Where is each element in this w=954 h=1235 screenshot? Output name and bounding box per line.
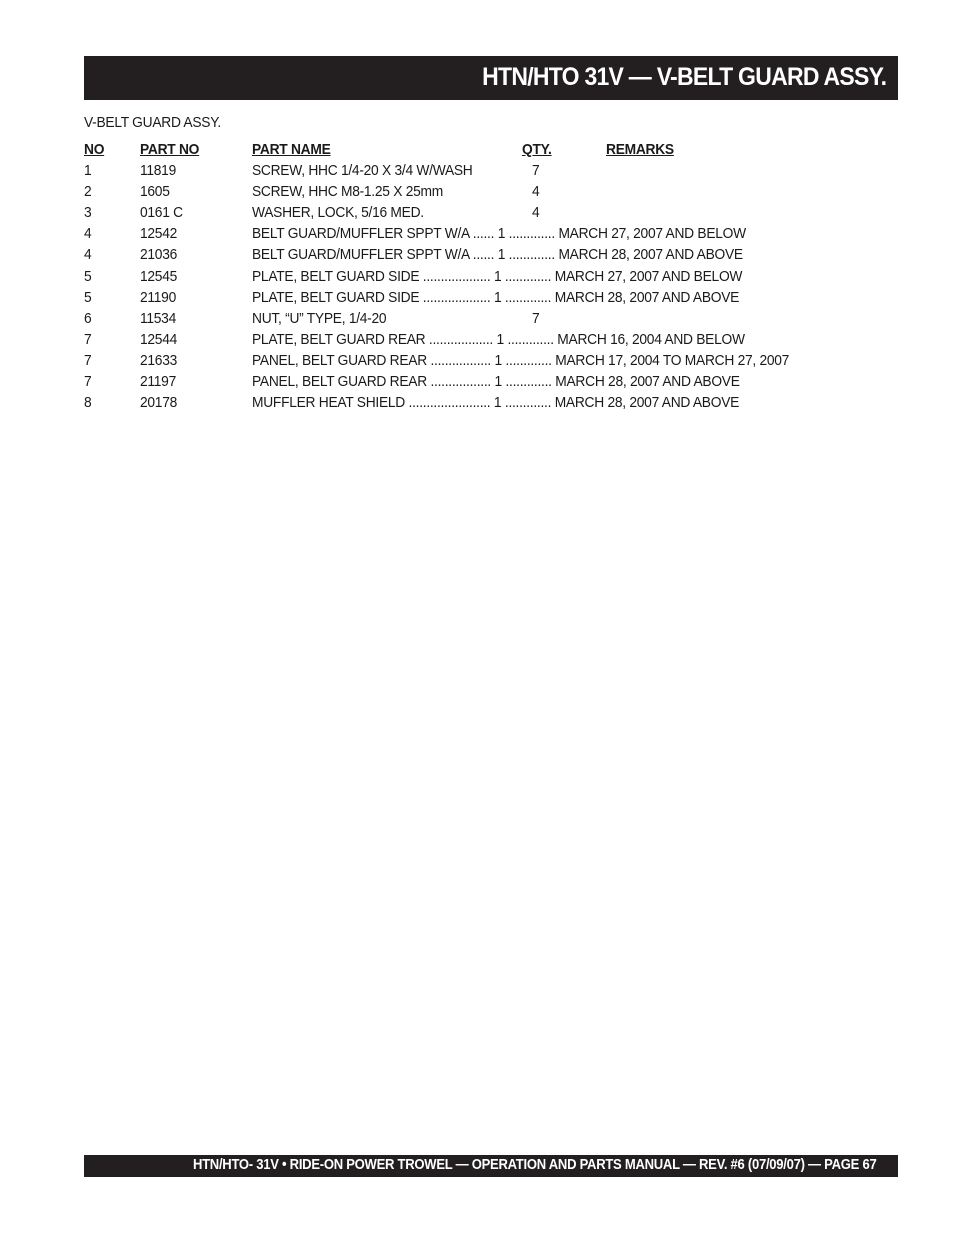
- part-name-cell: MUFFLER HEAT SHIELD ....................... 1 ............. MARCH 28, 2007 AND ABOVE: [252, 394, 740, 412]
- section-label: V-BELT GUARD ASSY.: [84, 114, 221, 131]
- part-number-index: 4: [84, 246, 92, 264]
- page-title: HTN/HTO 31V — V-BELT GUARD ASSY.: [481, 63, 886, 91]
- header-qty: QTY.: [522, 141, 552, 158]
- table-row: [84, 372, 898, 393]
- part-number-index: 3: [84, 204, 92, 222]
- part-name-cell: PANEL, BELT GUARD REAR ................. 1 ............. MARCH 17, 2004 TO MARCH 27, 2007: [252, 351, 790, 369]
- part-number-index: 7: [84, 330, 92, 348]
- table-row: [84, 182, 898, 203]
- parts-list-header: [84, 140, 898, 161]
- header-part-name: PART NAME: [252, 141, 331, 158]
- part-name-cell: PLATE, BELT GUARD SIDE ................... 1 ............. MARCH 28, 2007 AND ABOVE: [252, 288, 740, 306]
- part-no-cell: 21036: [140, 246, 178, 264]
- part-no-cell: 0161 C: [140, 204, 183, 222]
- part-no-cell: 11534: [140, 309, 176, 327]
- part-name-cell: WASHER, LOCK, 5/16 MED.: [252, 204, 424, 222]
- part-number-index: 7: [84, 373, 92, 391]
- table-row: [84, 203, 898, 224]
- table-row: [84, 224, 898, 245]
- table-row: [84, 330, 898, 351]
- part-no-cell: 1605: [140, 183, 170, 201]
- part-name-cell: BELT GUARD/MUFFLER SPPT W/A ...... 1 ............. MARCH 28, 2007 AND ABOVE: [252, 246, 743, 264]
- table-row: [84, 309, 898, 330]
- part-number-index: 1: [84, 162, 92, 180]
- footer-text: HTN/HTO- 31V • RIDE-ON POWER TROWEL — OPERATION AND PARTS MANUAL — REV. #6 (07/09/07) — PAGE 67: [192, 1157, 876, 1173]
- part-number-index: 5: [84, 267, 92, 285]
- part-name-cell: PLATE, BELT GUARD REAR .................. 1 ............. MARCH 16, 2004 AND BELOW: [252, 330, 745, 348]
- part-number-index: 8: [84, 394, 92, 412]
- part-no-cell: 21633: [140, 351, 178, 369]
- part-no-cell: 20178: [140, 394, 178, 412]
- table-row: [84, 288, 898, 309]
- part-no-cell: 21190: [140, 288, 176, 306]
- table-row: [84, 393, 898, 414]
- parts-list: [84, 140, 898, 414]
- qty-cell: 4: [532, 183, 540, 201]
- part-number-index: 5: [84, 288, 92, 306]
- table-row: [84, 245, 898, 266]
- part-number-index: 6: [84, 309, 92, 327]
- part-no-cell: 12545: [140, 267, 178, 285]
- qty-cell: 7: [532, 309, 540, 327]
- qty-cell: 7: [532, 162, 540, 180]
- part-name-cell: SCREW, HHC 1/4-20 X 3/4 W/WASH: [252, 162, 473, 180]
- page-title-bar: [84, 56, 898, 100]
- part-number-index: 4: [84, 225, 92, 243]
- table-row: [84, 267, 898, 288]
- footer-bar: [84, 1155, 898, 1177]
- table-row: [84, 351, 898, 372]
- header-part-no: PART NO: [140, 141, 200, 158]
- qty-cell: 4: [532, 204, 540, 222]
- part-name-cell: SCREW, HHC M8-1.25 X 25mm: [252, 183, 443, 201]
- part-name-cell: BELT GUARD/MUFFLER SPPT W/A ...... 1 ............. MARCH 27, 2007 AND BELOW: [252, 225, 746, 243]
- parts-list-body: [84, 161, 898, 414]
- part-no-cell: 21197: [140, 373, 176, 391]
- header-no: NO: [84, 141, 105, 158]
- part-no-cell: 12542: [140, 225, 178, 243]
- part-name-cell: PANEL, BELT GUARD REAR ................. 1 ............. MARCH 28, 2007 AND ABOVE: [252, 373, 740, 391]
- header-remarks: REMARKS: [606, 141, 674, 158]
- part-no-cell: 12544: [140, 330, 178, 348]
- table-row: [84, 161, 898, 182]
- part-name-cell: NUT, “U” TYPE, 1/4-20: [252, 309, 387, 327]
- part-number-index: 2: [84, 183, 92, 201]
- part-number-index: 7: [84, 351, 92, 369]
- part-name-cell: PLATE, BELT GUARD SIDE ................... 1 ............. MARCH 27, 2007 AND BELOW: [252, 267, 743, 285]
- part-no-cell: 11819: [140, 162, 176, 180]
